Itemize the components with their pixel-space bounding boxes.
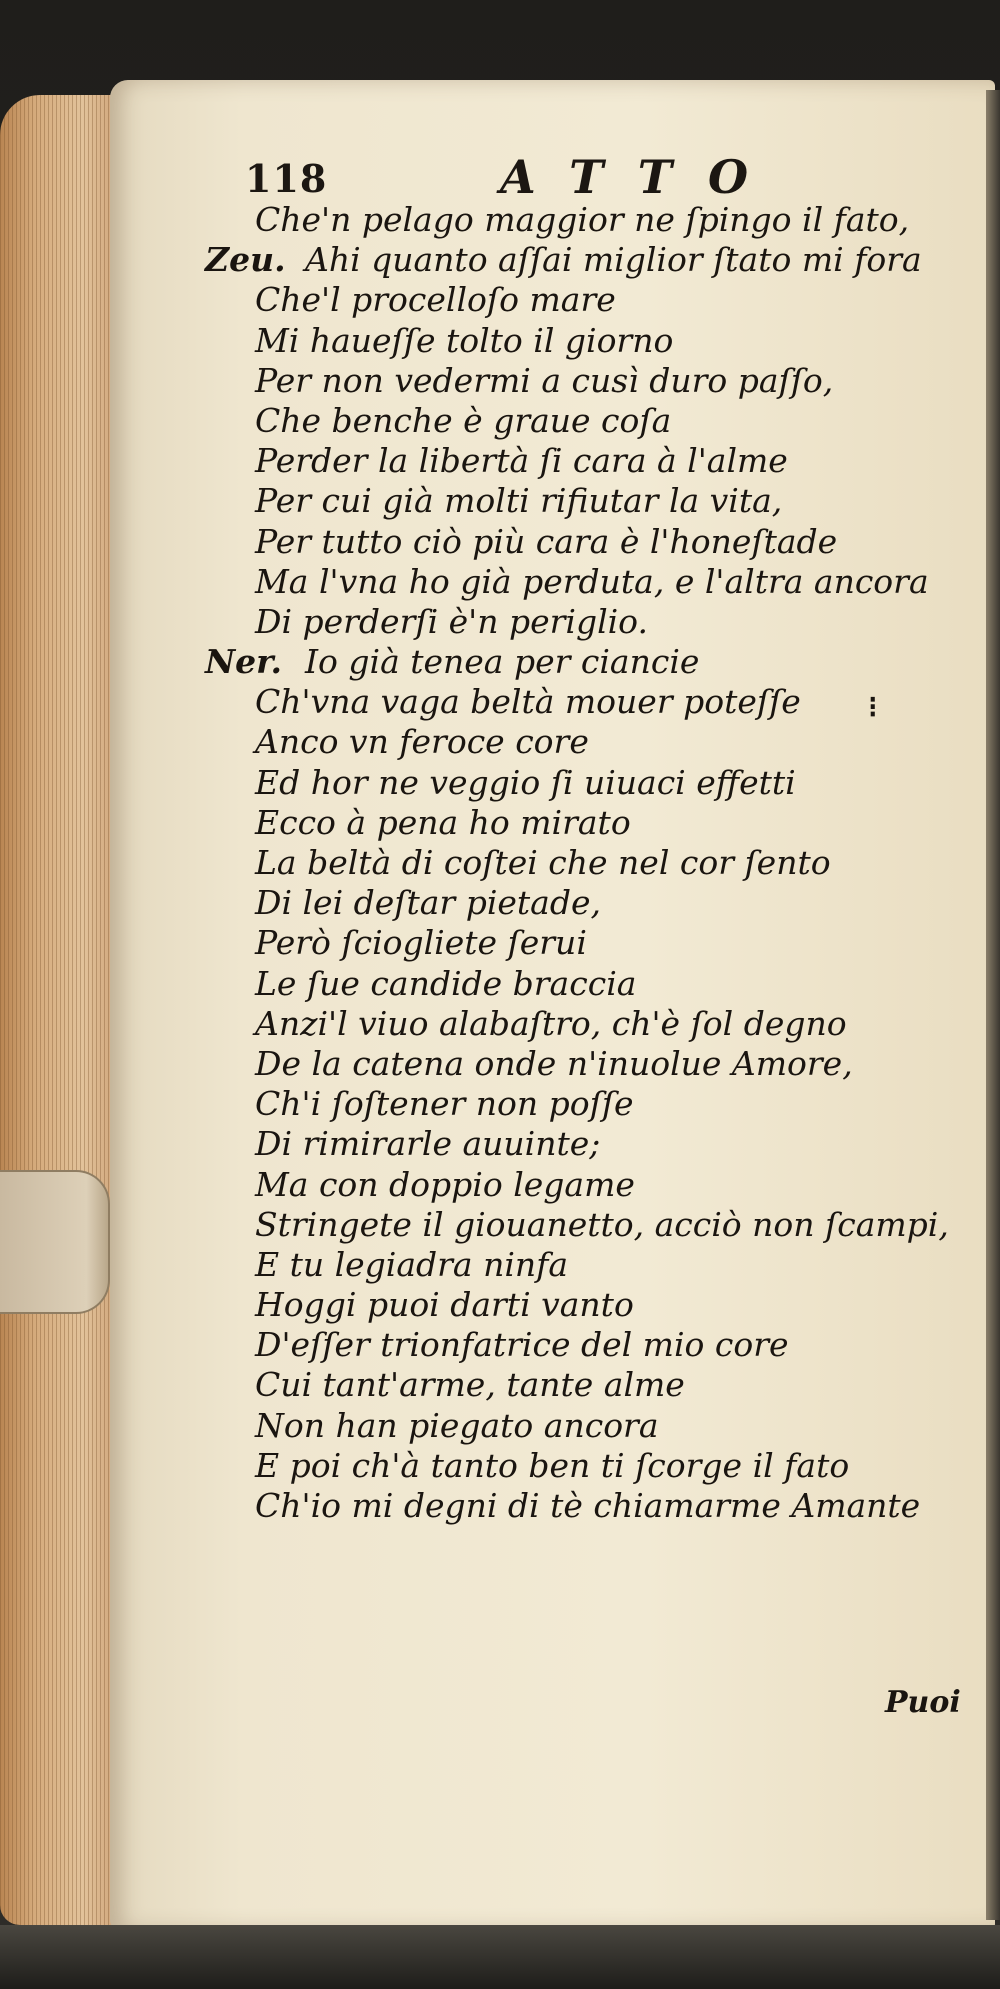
verse-line: [205, 401, 950, 441]
line-text: Che benche è graue coſa: [255, 400, 672, 440]
line-text: Di rimirarle auuinte;: [255, 1124, 601, 1164]
verse-line: [205, 763, 950, 803]
line-text: Ahi quanto aſſai miglior ſtato mi fora: [305, 240, 922, 280]
verse-line: [205, 883, 950, 923]
line-text: Non han piegato ancora: [255, 1405, 659, 1445]
verse-line: [205, 1325, 950, 1365]
verse-line: [205, 803, 950, 843]
verse-line: [205, 1004, 950, 1044]
margin-mark: ⁝: [868, 690, 878, 725]
line-text: Ma l'vna ho già perduta, e l'altra ancora: [255, 561, 929, 601]
line-text: Per cui già molti rifiutar la vita,: [255, 481, 783, 521]
line-text: Però ſciogliete ſerui: [255, 923, 587, 963]
line-text: Le ſue candide braccia: [255, 963, 637, 1003]
line-text: Che'l procelloſo mare: [255, 280, 616, 320]
verse-line: [205, 522, 950, 562]
verse-line: [205, 843, 950, 883]
page-number: 118: [245, 156, 328, 201]
line-text: Hoggi puoi darti vanto: [255, 1285, 634, 1325]
verse-line: [205, 1486, 950, 1526]
speaker-label: Zeu.: [205, 240, 286, 280]
verse-line: [205, 602, 950, 642]
verse-line: [205, 1285, 950, 1325]
verse-line: [205, 1406, 950, 1446]
line-text: Ch'i ſoſtener non poſſe: [255, 1084, 634, 1124]
verse-line: [205, 200, 950, 240]
line-text: Mi haueſſe tolto il giorno: [255, 320, 674, 360]
verse-line: [205, 1205, 950, 1245]
verse-line: [205, 240, 950, 280]
line-text: Ecco à pena ho mirato: [255, 802, 631, 842]
verse-line: [205, 1124, 950, 1164]
verse-line: [205, 1245, 950, 1285]
bottom-shadow: [0, 1925, 1000, 1989]
line-text: Ma con doppio legame: [255, 1164, 635, 1204]
book-fore-edge: [0, 95, 118, 1925]
line-text: Di lei deſtar pietade,: [255, 883, 601, 923]
verse-line: [205, 361, 950, 401]
line-text: E tu legiadra ninfa: [255, 1244, 569, 1284]
line-text: Ed hor ne veggio ſi uiuaci effetti: [255, 762, 796, 802]
line-text: E poi ch'à tanto ben ti ſcorge il fato: [255, 1445, 850, 1485]
verse-line: [205, 280, 950, 320]
verse-text: [205, 200, 950, 1526]
speaker-label: Ner.: [205, 642, 283, 682]
verse-line: [205, 562, 950, 602]
verse-line: [205, 923, 950, 963]
verse-line: [205, 1365, 950, 1405]
verse-line: [205, 964, 950, 1004]
line-text: Che'n pelago maggior ne ſpingo il fato,: [255, 200, 910, 239]
page-tab: [0, 1170, 110, 1314]
verse-line: [205, 481, 950, 521]
verse-line: [205, 1044, 950, 1084]
line-text: Ch'vna vaga beltà mouer poteſſe: [255, 682, 801, 722]
line-text: Stringete il giouanetto, acciò non ſcampi,: [255, 1204, 949, 1244]
verse-line: [205, 1446, 950, 1486]
line-text: Anzi'l viuo alabaſtro, ch'è ſol degno: [255, 1003, 847, 1043]
verse-line: [205, 321, 950, 361]
line-text: Per tutto ciò più cara è l'honeſtade: [255, 521, 838, 561]
verse-line: [205, 682, 950, 722]
line-text: Di perderſi è'n periglio.: [255, 601, 648, 641]
running-title: ATTO: [500, 150, 785, 204]
line-text: Anco vn feroce core: [255, 722, 589, 762]
page-header: [245, 150, 905, 205]
line-text: Cui tant'arme, tante alme: [255, 1365, 685, 1405]
line-text: Io già tenea per ciancie: [305, 642, 700, 682]
verse-line: [205, 642, 950, 682]
page-right-edge: [986, 90, 1000, 1920]
line-text: La beltà di coſtei che nel cor ſento: [255, 843, 831, 882]
verse-line: [205, 441, 950, 481]
verse-line: [205, 722, 950, 762]
line-text: De la catena onde n'inuolue Amore,: [255, 1043, 853, 1083]
verse-line: [205, 1165, 950, 1205]
line-text: D'eſſer trionfatrice del mio core: [255, 1325, 789, 1365]
catchword: Puoi: [885, 1685, 961, 1720]
line-text: Perder la libertà ſi cara à l'alme: [255, 441, 788, 481]
line-text: Ch'io mi degni di tè chiamarme Amante: [255, 1486, 921, 1525]
line-text: Per non vedermi a cusì duro paſſo,: [255, 360, 834, 400]
verse-line: [205, 1084, 950, 1124]
